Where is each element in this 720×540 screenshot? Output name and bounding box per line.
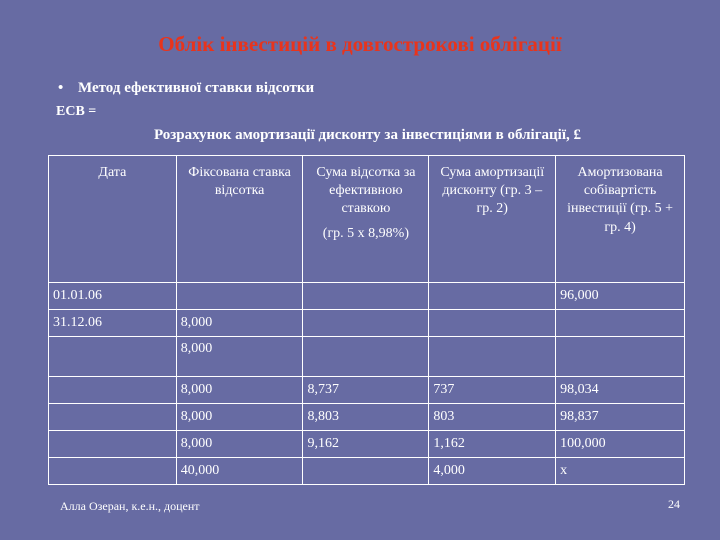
header-label: Фіксована ставка відсотка [188, 165, 291, 199]
table-row [49, 283, 685, 310]
table-cell [429, 310, 556, 337]
table-cell: 40,000 [176, 458, 303, 485]
slide-title: Облік інвестицій в довгострокові облігації [158, 32, 562, 56]
header-label: Сума відсотка за ефективною ставкою [316, 165, 416, 217]
header-cell-effective-interest [303, 156, 429, 283]
header-sublabel: (гр. 5 х 8,98%) [322, 225, 410, 241]
table-cell: 31.12.06 [49, 310, 177, 337]
table-cell: 98,837 [556, 404, 685, 431]
table-row [49, 431, 685, 458]
header-label: Амортизована собівартість інвестиції (гр. 5 + гр. 4) [567, 165, 673, 235]
table-cell [303, 337, 429, 377]
table-cell: x [556, 458, 685, 485]
table-cell [49, 377, 177, 404]
header-label: Дата [98, 165, 127, 180]
table-cell [49, 404, 177, 431]
table-cell: 8,803 [303, 404, 429, 431]
table-cell: 9,162 [303, 431, 429, 458]
table-caption: Розрахунок амортизації дисконту за інвестиціями в облігації, £ [153, 127, 582, 143]
table-header-row [49, 156, 685, 283]
table-cell [49, 458, 177, 485]
table-row [49, 310, 685, 337]
table-row [49, 458, 685, 485]
table-cell: 100,000 [556, 431, 685, 458]
table-cell: 8,000 [176, 431, 303, 458]
table-cell [556, 337, 685, 377]
amortization-table [48, 155, 685, 485]
table-cell: 8,000 [176, 337, 303, 377]
formula-label: ЕСВ = [56, 104, 97, 119]
table-cell [303, 458, 429, 485]
page-number: 24 [668, 497, 680, 511]
table-cell: 98,034 [556, 377, 685, 404]
table-row [49, 404, 685, 431]
table-cell: 96,000 [556, 283, 685, 310]
table-cell: 4,000 [429, 458, 556, 485]
header-cell-discount-amortization [429, 156, 556, 283]
table-cell: 8,737 [303, 377, 429, 404]
table-cell: 8,000 [176, 310, 303, 337]
footer-author: Алла Озеран, к.е.н., доцент [60, 499, 200, 513]
table-cell: 737 [429, 377, 556, 404]
table-cell: 8,000 [176, 377, 303, 404]
bullet-marker: • [58, 80, 64, 96]
table-cell: 01.01.06 [49, 283, 177, 310]
table-cell: 1,162 [429, 431, 556, 458]
header-label: Сума амортизації дисконту (гр. 3 – гр. 2) [440, 165, 545, 217]
header-cell-date [49, 156, 177, 283]
table-cell [49, 431, 177, 458]
bullet-item [58, 80, 314, 97]
table-cell: 8,000 [176, 404, 303, 431]
table-cell [429, 283, 556, 310]
table-cell [556, 310, 685, 337]
table-row [49, 377, 685, 404]
table-cell [176, 283, 303, 310]
table-cell: 803 [429, 404, 556, 431]
table-cell [303, 310, 429, 337]
table-cell [49, 337, 177, 377]
table-cell [429, 337, 556, 377]
bullet-text: Метод ефективної ставки відсотки [78, 80, 315, 96]
table-row [49, 337, 685, 377]
table-cell [303, 283, 429, 310]
header-cell-amortized-cost [556, 156, 685, 283]
header-cell-fixed-rate [176, 156, 303, 283]
